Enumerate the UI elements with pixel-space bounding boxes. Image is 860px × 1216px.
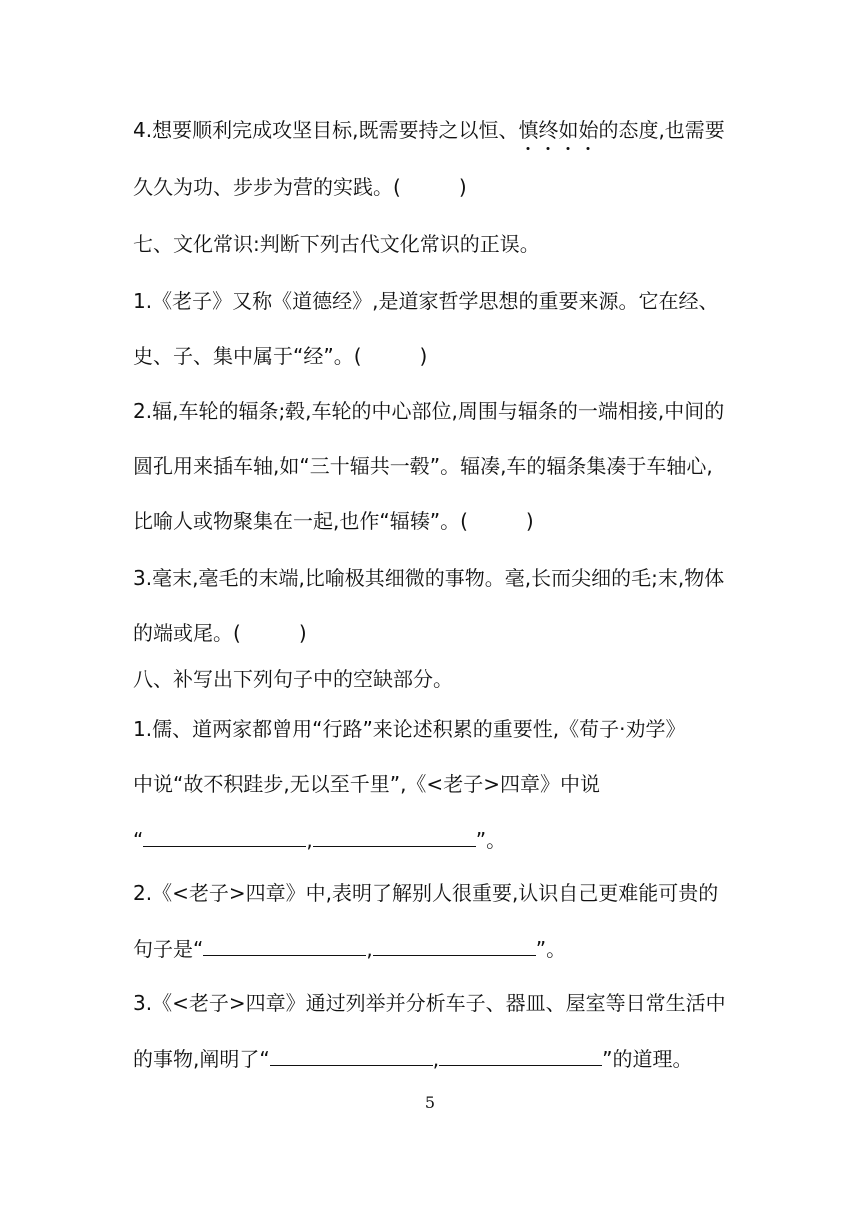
text: ”。 bbox=[535, 937, 567, 961]
s8-item-3-line-1: 3.《<老子>四章》通过列举并分析车子、器皿、屋室等日常生活中 bbox=[133, 991, 726, 1015]
text: ”的道理。 bbox=[602, 1047, 693, 1071]
s7-item-3-line-2 bbox=[133, 620, 740, 646]
emphasis-char: 始 bbox=[578, 118, 599, 142]
text: 的态度,也需要 bbox=[598, 118, 725, 142]
s8-item-2-line-2 bbox=[133, 935, 740, 962]
text: 句子是“ bbox=[133, 937, 204, 961]
paren-close: ) bbox=[298, 621, 307, 645]
text: 久久为功、步步为营的实践。( bbox=[133, 175, 401, 199]
s7-item-2-line-1: 2.辐,车轮的辐条;毂,车轮的中心部位,周围与辐条的一端相接,中间的 bbox=[133, 399, 725, 423]
text: 的端或尾。( bbox=[133, 621, 241, 645]
fill-blank[interactable] bbox=[313, 826, 476, 847]
s7-item-3-line-1: 3.毫末,毫毛的末端,比喻极其细微的事物。毫,长而尖细的毛;末,物体 bbox=[133, 566, 725, 590]
emphasis-char: 终 bbox=[538, 118, 559, 142]
question-4-line-1 bbox=[133, 117, 740, 143]
section-7-title: 七、文化常识:判断下列古代文化常识的正误。 bbox=[133, 232, 540, 256]
fill-blank[interactable] bbox=[143, 826, 306, 847]
question-4-line-2 bbox=[133, 174, 740, 200]
paren-close: ) bbox=[525, 509, 534, 533]
text: , bbox=[366, 937, 373, 961]
text: 的事物,阐明了“ bbox=[133, 1047, 270, 1071]
s7-item-2-line-3 bbox=[133, 508, 740, 534]
s8-item-3-line-2 bbox=[133, 1045, 740, 1072]
fill-blank[interactable] bbox=[270, 1045, 433, 1066]
s7-item-1-line-2 bbox=[133, 343, 740, 369]
text: 4.想要顺利完成攻坚目标,既需要持之以恒、 bbox=[133, 118, 519, 142]
s7-item-2-line-2: 圆孔用来插车轴,如“三十辐共一毂”。辐凑,车的辐条集凑于车轴心, bbox=[133, 454, 713, 478]
s8-item-2-line-1: 2.《<老子>四章》中,表明了解别人很重要,认识自己更难能可贵的 bbox=[133, 881, 719, 905]
s8-item-1-line-3 bbox=[133, 826, 740, 853]
s7-item-1-line-1: 1.《老子》又称《道德经》,是道家哲学思想的重要来源。它在经、 bbox=[133, 289, 719, 313]
paren-close: ) bbox=[458, 175, 467, 199]
emphasis-char: 慎 bbox=[518, 118, 539, 142]
text: 比喻人或物聚集在一起,也作“辐辏”。( bbox=[133, 509, 468, 533]
paren-close: ) bbox=[419, 344, 428, 368]
text: ”。 bbox=[475, 828, 507, 852]
s8-item-1-line-2: 中说“故不积跬步,无以至千里”,《<老子>四章》中说 bbox=[133, 772, 600, 796]
text: , bbox=[432, 1047, 440, 1071]
page-number: 5 bbox=[424, 1093, 436, 1112]
fill-blank[interactable] bbox=[373, 935, 536, 956]
text: , bbox=[306, 828, 313, 852]
section-8-title: 八、补写出下列句子中的空缺部分。 bbox=[133, 667, 453, 691]
emphasis-char: 如 bbox=[558, 118, 579, 142]
text: 史、子、集中属于“经”。( bbox=[133, 344, 362, 368]
text: “ bbox=[133, 828, 144, 852]
fill-blank[interactable] bbox=[439, 1045, 602, 1066]
fill-blank[interactable] bbox=[203, 935, 366, 956]
s8-item-1-line-1: 1.儒、道两家都曾用“行路”来论述积累的重要性,《荀子·劝学》 bbox=[133, 717, 686, 741]
